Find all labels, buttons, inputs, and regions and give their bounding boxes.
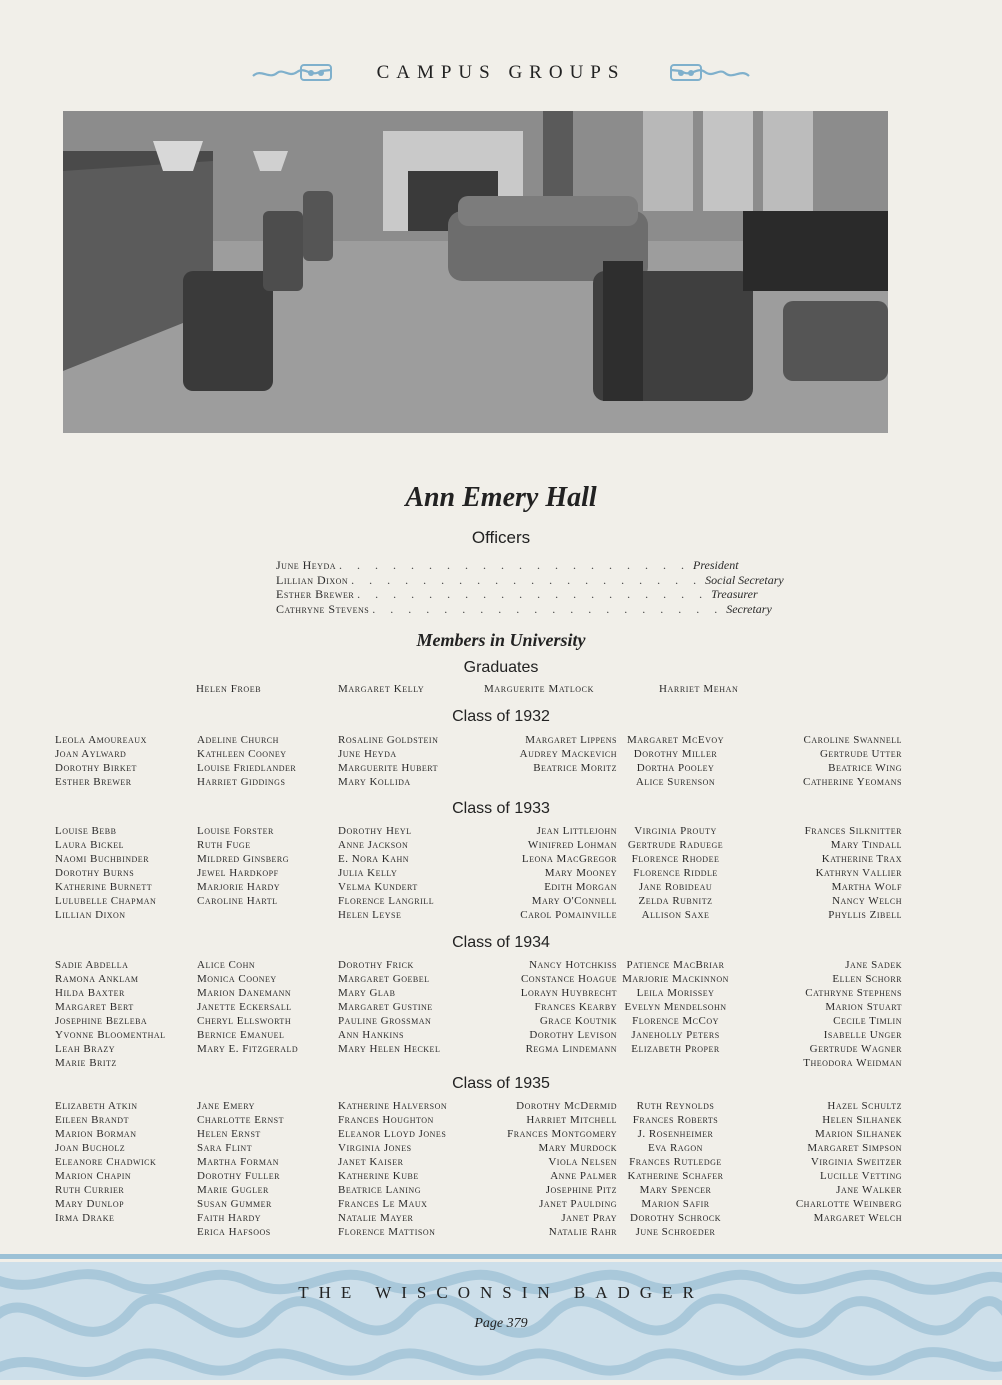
- member-name: Margaret McEvoy: [627, 734, 724, 746]
- member-name: Gertrude Wagner: [809, 1043, 902, 1055]
- section-title: CAMPUS GROUPS: [376, 62, 626, 83]
- member-name: Lucille Vetting: [819, 1170, 902, 1182]
- member-name: Mary Tindall: [830, 839, 902, 851]
- member-name: June Heyda: [338, 748, 397, 760]
- page-header: [0, 62, 1002, 90]
- member-name: Velma Kundert: [338, 881, 418, 893]
- member-name: Dorothy Burns: [55, 867, 135, 879]
- member-name: Faith Hardy: [197, 1212, 262, 1224]
- member-name: Louise Bebb: [55, 825, 117, 837]
- member-name: Viola Nelsen: [548, 1156, 617, 1168]
- member-name: Nancy Welch: [832, 895, 902, 907]
- member-name: Cathryne Stephens: [805, 987, 902, 999]
- member-name: Harriet Mitchell: [526, 1114, 617, 1126]
- member-name: Mary Dunlop: [55, 1198, 125, 1210]
- member-name: Eileen Brandt: [55, 1114, 129, 1126]
- member-name: Grace Koutnik: [539, 1015, 617, 1027]
- member-name: Lillian Dixon: [55, 909, 126, 921]
- member-name: Zelda Rubnitz: [638, 895, 713, 907]
- member-name: Frances Montgomery: [507, 1128, 617, 1140]
- member-name: Marjorie Hardy: [197, 881, 281, 893]
- member-name: Ruth Reynolds: [636, 1100, 715, 1112]
- officer-role: Treasurer: [711, 587, 758, 601]
- left-scroll-ornament-icon: [251, 64, 333, 82]
- member-name: Eleanor Lloyd Jones: [338, 1128, 447, 1140]
- member-name: Leona MacGregor: [521, 853, 617, 865]
- member-name: Janet Pray: [561, 1212, 617, 1224]
- member-name: Mary Kollida: [338, 776, 411, 788]
- member-name: Gertrude Utter: [819, 748, 902, 760]
- member-name: Beatrice Laning: [338, 1184, 421, 1196]
- member-name: Dorothy Schrock: [630, 1212, 721, 1224]
- member-name: Alice Surenson: [635, 776, 716, 788]
- hall-title: Ann Emery Hall: [405, 482, 597, 513]
- member-name: Alice Cohn: [197, 959, 256, 971]
- member-name: Margaret Welch: [813, 1212, 902, 1224]
- member-column: [593, 958, 758, 1056]
- member-name: Florence Langrill: [338, 895, 435, 907]
- officer-role: Secretary: [726, 601, 772, 616]
- class-heading: Class of 1932: [452, 708, 550, 725]
- member-name: Adeline Church: [197, 734, 279, 746]
- member-column: [737, 1099, 902, 1225]
- member-name: Margaret Lippens: [525, 734, 617, 746]
- member-name: Jane Walker: [836, 1184, 902, 1196]
- member-name: Beatrice Moritz: [533, 762, 617, 774]
- member-name: Dorothy Frick: [338, 959, 414, 971]
- member-name: Helen Silhanek: [822, 1114, 902, 1126]
- member-name: Harriet Giddings: [197, 776, 286, 788]
- member-column: [737, 733, 902, 789]
- graduate-name: Marguerite Matlock: [484, 683, 594, 695]
- member-name: Ruth Currier: [55, 1184, 125, 1196]
- graduate-name: Helen Froeb: [196, 683, 262, 695]
- member-column: [737, 958, 902, 1070]
- member-name: Helen Ernst: [197, 1128, 261, 1140]
- member-name: Lorayn Huybrecht: [520, 987, 617, 999]
- member-name: Margaret Goebel: [338, 973, 430, 985]
- officer-name: Esther Brewer: [276, 587, 355, 601]
- member-name: Mary Murdock: [538, 1142, 617, 1154]
- member-name: Bernice Emanuel: [197, 1029, 285, 1041]
- footer-rule: [0, 1254, 1002, 1259]
- member-name: Katherine Kube: [338, 1170, 419, 1182]
- member-name: Louise Forster: [197, 825, 274, 837]
- member-name: Natalie Rahr: [548, 1226, 617, 1238]
- member-name: Marion Safir: [641, 1198, 710, 1210]
- member-name: Martha Wolf: [831, 881, 902, 893]
- dot-leader: . . . . . . . . . . . . . . . . . . . .: [372, 601, 724, 616]
- member-name: Irma Drake: [55, 1212, 115, 1224]
- member-name: Jane Robideau: [638, 881, 713, 893]
- member-name: Mary E. Fitzgerald: [197, 1043, 299, 1055]
- member-name: Margaret Gustine: [338, 1001, 433, 1013]
- member-name: Joan Bucholz: [55, 1142, 126, 1154]
- member-name: Eleanore Chadwick: [55, 1156, 157, 1168]
- member-name: Cheryl Ellsworth: [197, 1015, 292, 1027]
- member-name: Marion Danemann: [197, 987, 292, 999]
- officer-row: [276, 572, 784, 588]
- member-name: Jewel Hardkopf: [197, 867, 279, 879]
- member-name: Marjorie Mackinnon: [622, 973, 729, 985]
- member-name: Florence Rhodee: [631, 853, 720, 865]
- member-name: Elizabeth Proper: [631, 1043, 720, 1055]
- class-heading: Class of 1935: [452, 1075, 550, 1092]
- member-name: Regma Lindemann: [525, 1043, 617, 1055]
- member-name: Ann Hankins: [338, 1029, 404, 1041]
- member-name: Dorothy Levison: [529, 1029, 617, 1041]
- member-name: Katherine Halverson: [338, 1100, 448, 1112]
- member-name: Edith Morgan: [544, 881, 617, 893]
- member-name: Dorothy McDermid: [516, 1100, 617, 1112]
- member-column: [55, 958, 220, 1070]
- member-name: Mary Helen Heckel: [338, 1043, 441, 1055]
- member-name: Elizabeth Atkin: [55, 1100, 138, 1112]
- member-name: Margaret Simpson: [807, 1142, 902, 1154]
- member-name: Mildred Ginsberg: [197, 853, 290, 865]
- member-name: Dorothy Heyl: [338, 825, 412, 837]
- member-name: Ramona Anklam: [55, 973, 139, 985]
- members-heading: Members in University: [416, 630, 586, 650]
- member-name: Hazel Schultz: [827, 1100, 902, 1112]
- member-name: Mary Glab: [338, 987, 396, 999]
- member-name: Margaret Bert: [55, 1001, 134, 1013]
- officer-row: [276, 587, 758, 602]
- member-name: Cecile Timlin: [833, 1015, 902, 1027]
- class-heading: Class of 1933: [452, 800, 550, 817]
- member-name: Florence Riddle: [633, 867, 718, 879]
- member-name: Ellen Schorr: [832, 973, 902, 985]
- officer-role: President: [693, 558, 739, 572]
- member-name: Jane Emery: [197, 1100, 255, 1112]
- member-name: Marion Chapin: [55, 1170, 132, 1182]
- member-name: Natalie Mayer: [338, 1212, 414, 1224]
- member-name: Marie Britz: [55, 1057, 117, 1069]
- member-name: Marie Gugler: [197, 1184, 269, 1196]
- member-name: Yvonne Bloomenthal: [55, 1029, 166, 1041]
- member-name: Leola Amoureaux: [55, 734, 147, 746]
- member-name: Marion Silhanek: [814, 1128, 902, 1140]
- member-name: Marion Stuart: [825, 1001, 902, 1013]
- member-name: Marguerite Hubert: [338, 762, 439, 774]
- member-name: Sadie Abdella: [55, 959, 129, 971]
- member-name: Laura Bickel: [55, 839, 125, 851]
- member-name: Winifred Lohman: [527, 839, 617, 851]
- graduate-name: Harriet Mehan: [659, 683, 739, 695]
- page-number: Page 379: [474, 1316, 528, 1331]
- officer-name: Cathryne Stevens: [276, 601, 370, 616]
- member-name: Erica Hafsoos: [197, 1226, 271, 1238]
- member-name: Mary O'Connell: [531, 895, 617, 907]
- member-name: Katherine Burnett: [55, 881, 153, 893]
- right-scroll-ornament-icon: [669, 64, 751, 82]
- member-name: Naomi Buchbinder: [55, 853, 150, 865]
- member-column: [593, 824, 758, 922]
- member-name: Lulubelle Chapman: [55, 895, 157, 907]
- member-name: Josephine Pitz: [545, 1184, 617, 1196]
- publication-title: THE WISCONSIN BADGER: [298, 1283, 704, 1302]
- member-name: Virginia Jones: [338, 1142, 412, 1154]
- member-name: E. Nora Kahn: [338, 853, 410, 865]
- member-name: Leah Brazy: [55, 1043, 116, 1055]
- member-name: Beatrice Wing: [828, 762, 902, 774]
- officer-name: Lillian Dixon: [276, 572, 349, 587]
- dot-leader: . . . . . . . . . . . . . . . . . . . .: [351, 572, 703, 587]
- member-name: Allison Saxe: [641, 909, 710, 921]
- member-name: Monica Cooney: [197, 973, 277, 985]
- member-name: Dorothy Miller: [633, 748, 718, 760]
- member-name: Patience MacBriar: [626, 959, 725, 971]
- member-name: Virginia Prouty: [634, 825, 717, 837]
- member-name: Gertrude Raduege: [627, 839, 724, 851]
- class-heading: Class of 1934: [452, 934, 550, 951]
- member-name: Caroline Hartl: [197, 895, 278, 907]
- member-name: Joan Aylward: [55, 748, 127, 760]
- officer-row: [276, 601, 772, 617]
- member-name: Frances Silknitter: [804, 825, 902, 837]
- member-name: Janet Paulding: [539, 1198, 617, 1210]
- member-column: [593, 1099, 758, 1239]
- member-name: Anne Palmer: [550, 1170, 617, 1182]
- member-name: Janeholly Peters: [631, 1029, 720, 1041]
- dot-leader: . . . . . . . . . . . . . . . . . . . .: [357, 587, 709, 601]
- member-name: Esther Brewer: [55, 776, 132, 788]
- member-name: Dorothy Birket: [55, 762, 137, 774]
- member-column: [55, 1099, 220, 1225]
- dot-leader: . . . . . . . . . . . . . . . . . . . .: [339, 558, 690, 572]
- member-name: Louise Friedlander: [197, 762, 297, 774]
- member-name: Pauline Grossman: [338, 1015, 432, 1027]
- member-name: June Schroeder: [635, 1226, 716, 1238]
- member-name: Frances Houghton: [338, 1114, 434, 1126]
- member-name: Martha Forman: [197, 1156, 280, 1168]
- member-name: Virginia Sweitzer: [810, 1156, 902, 1168]
- member-name: Jean Littlejohn: [536, 825, 617, 837]
- member-name: Katherine Trax: [821, 853, 902, 865]
- member-name: Isabelle Unger: [823, 1029, 902, 1041]
- member-name: Audrey Mackevich: [519, 748, 617, 760]
- member-column: [55, 824, 220, 922]
- member-name: Florence Mattison: [338, 1226, 436, 1238]
- member-name: Marion Borman: [55, 1128, 137, 1140]
- member-name: Leila Morissey: [636, 987, 715, 999]
- officers-list: [276, 558, 784, 616]
- member-name: Frances Le Maux: [338, 1198, 428, 1210]
- member-name: Charlotte Weinberg: [795, 1198, 902, 1210]
- member-name: Ruth Fuge: [197, 839, 251, 851]
- officer-row: [276, 558, 739, 573]
- member-column: [737, 824, 902, 922]
- member-name: Constance Hoague: [520, 973, 617, 985]
- officer-name: June Heyda: [276, 558, 336, 572]
- member-name: Anne Jackson: [338, 839, 409, 851]
- graduate-name: Margaret Kelly: [338, 683, 425, 695]
- member-name: Kathleen Cooney: [197, 748, 287, 760]
- member-name: Dorothy Fuller: [197, 1170, 280, 1182]
- member-name: Jane Sadek: [845, 959, 902, 971]
- member-name: Frances Roberts: [632, 1114, 719, 1126]
- member-name: Dortha Pooley: [636, 762, 715, 774]
- member-name: Frances Rutledge: [629, 1156, 722, 1168]
- member-name: Mary Mooney: [544, 867, 617, 879]
- officer-role: Social Secretary: [705, 572, 784, 587]
- member-name: Nancy Hotchkiss: [529, 959, 617, 971]
- member-name: Hilda Baxter: [55, 987, 125, 999]
- member-name: Theodora Weidman: [803, 1057, 902, 1069]
- member-name: Charlotte Ernst: [197, 1114, 284, 1126]
- member-column: [593, 733, 758, 789]
- lounge-photograph: [63, 111, 888, 433]
- member-name: Phyllis Zibell: [828, 909, 902, 921]
- member-column: [55, 733, 220, 789]
- member-name: Frances Kearby: [534, 1001, 617, 1013]
- member-name: Katherine Schafer: [627, 1170, 724, 1182]
- member-name: Carol Pomainville: [520, 909, 617, 921]
- member-name: Josephine Bezleba: [55, 1015, 148, 1027]
- graduates-heading: Graduates: [463, 659, 539, 676]
- member-name: Evelyn Mendelsohn: [624, 1001, 727, 1013]
- lounge-photo-illustration: [63, 111, 888, 433]
- member-name: Eva Ragon: [648, 1142, 703, 1154]
- member-name: Mary Spencer: [639, 1184, 712, 1196]
- member-name: Rosaline Goldstein: [338, 734, 439, 746]
- member-name: Helen Leyse: [338, 909, 402, 921]
- member-name: Florence McCoy: [632, 1015, 719, 1027]
- member-name: Janette Eckersall: [197, 1001, 292, 1013]
- member-name: Julia Kelly: [338, 867, 398, 879]
- member-name: J. Rosenheimer: [637, 1128, 714, 1140]
- officers-heading: Officers: [471, 528, 531, 547]
- member-name: Sara Flint: [197, 1142, 253, 1154]
- member-name: Janet Kaiser: [338, 1156, 404, 1168]
- member-name: Catherine Yeomans: [802, 776, 902, 788]
- member-name: Susan Gummer: [197, 1198, 272, 1210]
- member-name: Kathryn Vallier: [815, 867, 902, 879]
- member-name: Caroline Swannell: [803, 734, 902, 746]
